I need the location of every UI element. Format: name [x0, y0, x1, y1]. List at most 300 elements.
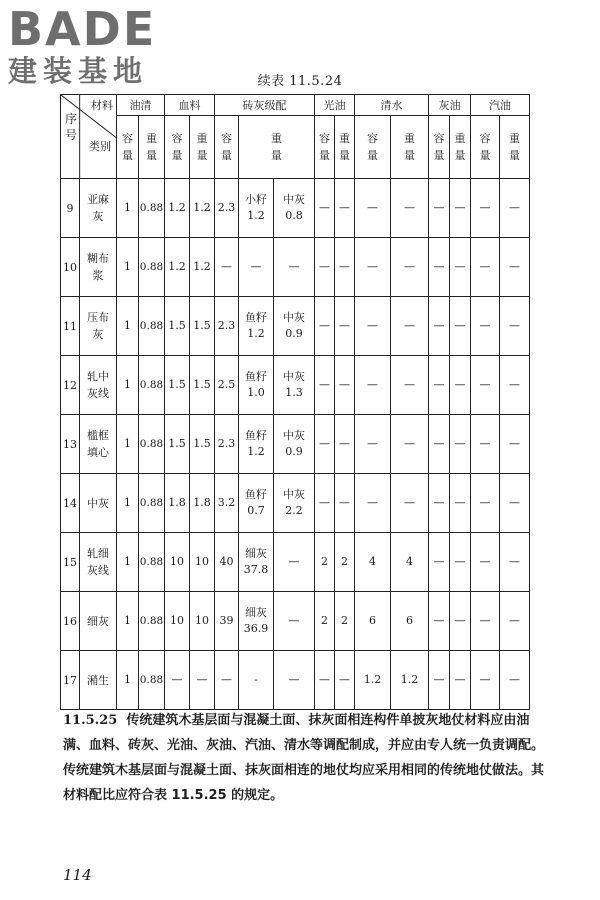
table-cell: [315, 297, 335, 356]
cell-value: 2.3: [217, 201, 236, 214]
cell-value: 2: [341, 555, 348, 568]
row-number-cell: 12: [61, 356, 80, 415]
table-cell: [139, 356, 165, 415]
cell-value: 1.5: [193, 437, 211, 450]
table-row: [61, 592, 530, 651]
cell-value: —: [454, 201, 466, 214]
cell-value: 小籽 1.2: [245, 193, 267, 222]
cell-value: 1.2: [400, 673, 419, 686]
table-cell: [429, 297, 450, 356]
cell-value: —: [509, 201, 520, 214]
cell-value: —: [339, 496, 350, 509]
table-cell: [215, 533, 239, 592]
sub-header-oil-weight: 重量: [139, 116, 165, 179]
cell-value: —: [367, 319, 378, 332]
cell-value: —: [288, 614, 300, 627]
row-category-cell: [80, 179, 117, 238]
row-number-cell: 9: [61, 179, 80, 238]
cell-value: 1.5: [168, 319, 186, 332]
cell-value: —: [509, 555, 520, 568]
table-cell: [450, 415, 471, 474]
table-cell: [500, 533, 530, 592]
table-cell: [450, 356, 471, 415]
row-number-cell: 13: [61, 415, 80, 474]
group-header-ash-oil: 灰油: [429, 95, 471, 116]
table-cell: [429, 179, 450, 238]
row-category-label: 轧中灰线: [87, 370, 109, 400]
table-cell: [139, 297, 165, 356]
table-cell: [391, 297, 429, 356]
table-cell: [139, 179, 165, 238]
table-cell: [335, 415, 355, 474]
table-cell: [471, 592, 500, 651]
header-corner-cell: [61, 95, 117, 179]
table-cell: [165, 238, 190, 297]
cell-value: —: [509, 673, 520, 686]
cell-value: —: [221, 260, 232, 273]
cell-value: 1.2: [168, 201, 186, 214]
table-cell: [117, 238, 139, 297]
table-cell: [429, 238, 450, 297]
table-cell: [239, 474, 274, 533]
table-cell: [239, 592, 274, 651]
cell-value: 4: [369, 555, 376, 568]
row-category-cell: [80, 415, 117, 474]
cell-value: —: [479, 437, 491, 450]
cell-value: —: [250, 260, 262, 273]
table-cell: [274, 474, 315, 533]
cell-value: —: [288, 555, 300, 568]
sub-header-ash-oil-volume: 容量: [429, 116, 450, 179]
table-cell: [274, 179, 315, 238]
cell-value: 鱼籽 1.2: [245, 311, 267, 340]
sub-header-ash-oil-weight: 重量: [450, 116, 471, 179]
cell-value: —: [319, 260, 330, 273]
table-cell: [500, 592, 530, 651]
cell-value: —: [454, 319, 466, 332]
table-cell: [450, 179, 471, 238]
cell-value: —: [454, 496, 466, 509]
table-cell: [117, 415, 139, 474]
table-cell: [215, 238, 239, 297]
group-header-clear-water: 清水: [355, 95, 429, 116]
table-cell: [274, 651, 315, 710]
row-category-label: 中灰: [87, 496, 109, 510]
table-title: 续表 11.5.24: [257, 74, 343, 89]
cell-value: —: [509, 437, 520, 450]
cell-value: —: [509, 378, 520, 391]
table-cell: [190, 533, 215, 592]
table-cell: [429, 533, 450, 592]
row-category-label: 潲生: [87, 673, 109, 687]
table-cell: [274, 238, 315, 297]
cell-value: 1: [124, 378, 131, 391]
table-cell: [139, 651, 165, 710]
sub-header-water-weight: 重量: [391, 116, 429, 179]
cell-value: 10: [195, 555, 209, 568]
cell-value: 0.88: [139, 615, 164, 627]
cell-value: —: [319, 319, 330, 332]
row-number-cell: 10: [61, 238, 80, 297]
table-cell: [471, 415, 500, 474]
table-cell: [274, 415, 315, 474]
row-number-cell: 16: [61, 592, 80, 651]
cell-value: 1.5: [168, 437, 186, 450]
cell-value: —: [319, 437, 330, 450]
cell-value: 10: [170, 555, 184, 568]
row-category-cell: [80, 651, 117, 710]
cell-value: —: [479, 378, 491, 391]
sub-header-brick-volume: 容量: [215, 116, 239, 179]
cell-value: 0.88: [139, 497, 164, 509]
cell-value: 1: [124, 614, 131, 627]
cell-value: —: [367, 201, 378, 214]
table-cell: [315, 179, 335, 238]
table-cell: [355, 474, 391, 533]
cell-value: 4: [406, 555, 413, 568]
cell-value: 10: [170, 614, 184, 627]
cell-value: 1: [124, 201, 131, 214]
cell-value: —: [404, 319, 415, 332]
cell-value: 1.2: [168, 260, 186, 273]
cell-value: -: [254, 673, 258, 686]
row-category-cell: [80, 297, 117, 356]
table-cell: [355, 415, 391, 474]
cell-value: —: [171, 673, 183, 686]
table-row: [61, 356, 530, 415]
cell-value: —: [404, 496, 415, 509]
sub-header-gasoline-weight: 重量: [500, 116, 530, 179]
table-cell: [190, 592, 215, 651]
table-cell: [117, 474, 139, 533]
table-cell: [239, 238, 274, 297]
row-category-label: 轧细灰线: [87, 547, 109, 577]
cell-value: —: [454, 673, 466, 686]
cell-value: —: [433, 437, 445, 450]
cell-value: 中灰 0.9: [283, 429, 305, 458]
table-cell: [239, 179, 274, 238]
table-cell: [190, 474, 215, 533]
table-row: [61, 533, 530, 592]
cell-value: —: [479, 673, 491, 686]
table-cell: [391, 356, 429, 415]
table-cell: [239, 356, 274, 415]
cell-value: —: [454, 378, 466, 391]
table-cell: [215, 415, 239, 474]
sub-header-gasoline-volume: 容量: [471, 116, 500, 179]
table-cell: [355, 533, 391, 592]
table-cell: [165, 533, 190, 592]
cell-value: 2: [321, 614, 328, 627]
table-cell: [391, 179, 429, 238]
table-cell: [165, 651, 190, 710]
cell-value: —: [339, 201, 350, 214]
table-cell: [500, 297, 530, 356]
table-cell: [471, 238, 500, 297]
cell-value: 0.88: [139, 379, 164, 391]
table-cell: [274, 533, 315, 592]
cell-value: —: [367, 260, 378, 273]
cell-value: 2: [341, 614, 348, 627]
cell-value: 10: [195, 614, 209, 627]
cell-value: —: [339, 319, 350, 332]
table-row: [61, 297, 530, 356]
table-cell: [450, 533, 471, 592]
cell-value: —: [479, 555, 491, 568]
header-category-label: 类别: [89, 140, 111, 153]
table-cell: [429, 592, 450, 651]
cell-value: —: [288, 260, 300, 273]
cell-value: —: [319, 496, 330, 509]
cell-value: —: [339, 260, 350, 273]
table-cell: [274, 297, 315, 356]
cell-value: 细灰 37.8: [243, 547, 269, 576]
table-cell: [165, 415, 190, 474]
cell-value: —: [454, 555, 466, 568]
cell-value: 中灰 2.2: [283, 488, 305, 517]
table-cell: [117, 179, 139, 238]
group-header-gasoline: 汽油: [471, 95, 530, 116]
cell-value: 6: [369, 614, 376, 627]
cell-value: —: [454, 437, 466, 450]
cell-value: 1.8: [193, 496, 211, 509]
row-category-cell: [80, 356, 117, 415]
table-cell: [500, 474, 530, 533]
cell-value: 2.5: [217, 378, 236, 391]
table-cell: [335, 474, 355, 533]
table-row: [61, 651, 530, 710]
cell-value: 2.3: [217, 437, 236, 450]
cell-value: —: [319, 378, 330, 391]
table-row: [61, 415, 530, 474]
table-cell: [165, 592, 190, 651]
clause-paragraph: [63, 708, 548, 808]
sub-header-water-volume: 容量: [355, 116, 391, 179]
table-cell: [239, 297, 274, 356]
header-row-units: [61, 116, 530, 179]
cell-value: —: [319, 201, 330, 214]
cell-value: —: [404, 378, 415, 391]
row-number-cell: 14: [61, 474, 80, 533]
cell-value: —: [367, 437, 378, 450]
table-cell: [471, 651, 500, 710]
cell-value: 1.2: [363, 673, 382, 686]
mix-ratio-table: [60, 94, 530, 710]
cell-value: —: [433, 673, 445, 686]
cell-value: —: [509, 496, 520, 509]
cell-value: 中灰 1.3: [283, 370, 305, 399]
table-cell: [117, 297, 139, 356]
cell-value: —: [367, 378, 378, 391]
sub-header-light-oil-weight: 重量: [335, 116, 355, 179]
cell-value: 3.2: [217, 496, 236, 509]
table-row: [61, 179, 530, 238]
cell-value: —: [433, 319, 445, 332]
cell-value: —: [319, 673, 330, 686]
group-header-oil-clear: 油清: [117, 95, 165, 116]
cell-value: 鱼籽 0.7: [245, 488, 267, 517]
table-cell: [315, 415, 335, 474]
cell-value: 1.5: [193, 378, 211, 391]
table-cell: [190, 238, 215, 297]
table-cell: [471, 179, 500, 238]
row-category-label: 槛框填心: [87, 429, 109, 459]
table-cell: [139, 415, 165, 474]
table-cell: [239, 651, 274, 710]
table-cell: [190, 179, 215, 238]
table-cell: [165, 474, 190, 533]
table-cell: [117, 651, 139, 710]
cell-value: —: [479, 260, 491, 273]
clause-number: 11.5.25: [63, 713, 118, 728]
cell-value: 中灰 0.9: [283, 311, 305, 340]
table-cell: [500, 179, 530, 238]
table-cell: [315, 356, 335, 415]
table-cell: [335, 238, 355, 297]
table-cell: [335, 533, 355, 592]
cell-value: 1: [124, 319, 131, 332]
cell-value: 0.88: [139, 202, 164, 214]
cell-value: —: [509, 319, 520, 332]
cell-value: —: [454, 614, 466, 627]
cell-value: 6: [406, 614, 413, 627]
row-number-cell: 17: [61, 651, 80, 710]
cell-value: 1: [124, 496, 131, 509]
table-cell: [165, 356, 190, 415]
table-cell: [335, 651, 355, 710]
table-cell: [139, 238, 165, 297]
cell-value: 2: [321, 555, 328, 568]
cell-value: —: [339, 437, 350, 450]
table-cell: [471, 474, 500, 533]
group-header-brick-ash-grading: 砖灰级配: [215, 95, 315, 116]
table-cell: [335, 179, 355, 238]
table-cell: [165, 297, 190, 356]
cell-value: —: [479, 614, 491, 627]
table-cell: [315, 474, 335, 533]
table-cell: [215, 592, 239, 651]
cell-value: —: [288, 673, 300, 686]
cell-value: —: [509, 260, 520, 273]
logo-mark: BADE: [8, 2, 157, 56]
table-cell: [355, 297, 391, 356]
table-cell: [391, 415, 429, 474]
table-cell: [139, 474, 165, 533]
cell-value: —: [433, 496, 445, 509]
table-cell: [391, 651, 429, 710]
sub-header-oil-volume: 容量: [117, 116, 139, 179]
table-cell: [471, 533, 500, 592]
table-cell: [355, 179, 391, 238]
table-cell: [215, 356, 239, 415]
table-cell: [139, 592, 165, 651]
cell-value: 0.88: [139, 320, 164, 332]
sub-header-blood-weight: 重量: [190, 116, 215, 179]
sub-header-light-oil-volume: 容量: [315, 116, 335, 179]
table-cell: [391, 238, 429, 297]
table-cell: [335, 297, 355, 356]
row-number-cell: 11: [61, 297, 80, 356]
table-cell: [355, 356, 391, 415]
table-cell: [165, 179, 190, 238]
cell-value: —: [433, 201, 445, 214]
cell-value: —: [339, 378, 350, 391]
cell-value: 细灰 36.9: [243, 606, 269, 635]
row-number-cell: 15: [61, 533, 80, 592]
row-category-label: 亚麻灰: [87, 193, 109, 223]
table-cell: [355, 651, 391, 710]
table-cell: [391, 592, 429, 651]
table-cell: [190, 651, 215, 710]
table-cell: [429, 415, 450, 474]
table-cell: [239, 415, 274, 474]
table-cell: [215, 297, 239, 356]
logo-subtitle: 建装基地: [8, 54, 149, 88]
table-cell: [450, 651, 471, 710]
group-header-light-oil: 光油: [315, 95, 355, 116]
table-cell: [355, 238, 391, 297]
cell-value: —: [404, 260, 415, 273]
table-cell: [117, 533, 139, 592]
cell-value: 1.2: [193, 201, 211, 214]
table-cell: [315, 238, 335, 297]
clause-text: 传统建筑木基层面与混凝土面、抹灰面相连构件单披灰地仗材料应由油满、血料、砖灰、光油、灰油、汽油、清水等调配制成，并应由专人统一负责调配。传统建筑木基层面与混凝土面、抹灰面相连的地仗均应采用相同的传统地仗做法。其材料配比应符合表 11.5.25 的规定。: [63, 713, 545, 803]
cell-value: 鱼籽 1.2: [245, 429, 267, 458]
table-cell: [450, 592, 471, 651]
cell-value: 鱼籽 1.0: [245, 370, 267, 399]
table-cell: [391, 474, 429, 533]
row-category-label: 压布灰: [87, 311, 109, 341]
table-cell: [391, 533, 429, 592]
table-cell: [335, 592, 355, 651]
table-cell: [500, 651, 530, 710]
table-cell: [215, 651, 239, 710]
table-cell: [471, 297, 500, 356]
cell-value: 1: [124, 555, 131, 568]
table-cell: [500, 238, 530, 297]
table-cell: [429, 356, 450, 415]
table-cell: [471, 356, 500, 415]
row-category-cell: [80, 238, 117, 297]
cell-value: 1: [124, 260, 131, 273]
row-category-cell: [80, 474, 117, 533]
table-cell: [315, 651, 335, 710]
cell-value: —: [433, 555, 445, 568]
cell-value: —: [433, 614, 445, 627]
cell-value: —: [339, 673, 350, 686]
cell-value: —: [433, 378, 445, 391]
table-cell: [239, 533, 274, 592]
cell-value: —: [479, 319, 491, 332]
table-cell: [190, 297, 215, 356]
cell-value: —: [404, 201, 415, 214]
cell-value: —: [433, 260, 445, 273]
sub-header-brick-weight: 重量: [239, 116, 315, 179]
table-cell: [450, 297, 471, 356]
cell-value: 中灰 0.8: [283, 193, 305, 222]
header-seq-label: 序号: [64, 112, 77, 142]
table-cell: [274, 592, 315, 651]
cell-value: —: [221, 673, 232, 686]
table-cell: [500, 356, 530, 415]
cell-value: —: [367, 496, 378, 509]
cell-value: —: [479, 496, 491, 509]
cell-value: 39: [219, 614, 234, 627]
table-cell: [450, 238, 471, 297]
cell-value: 0.88: [139, 674, 164, 686]
row-category-cell: [80, 533, 117, 592]
table-cell: [274, 356, 315, 415]
